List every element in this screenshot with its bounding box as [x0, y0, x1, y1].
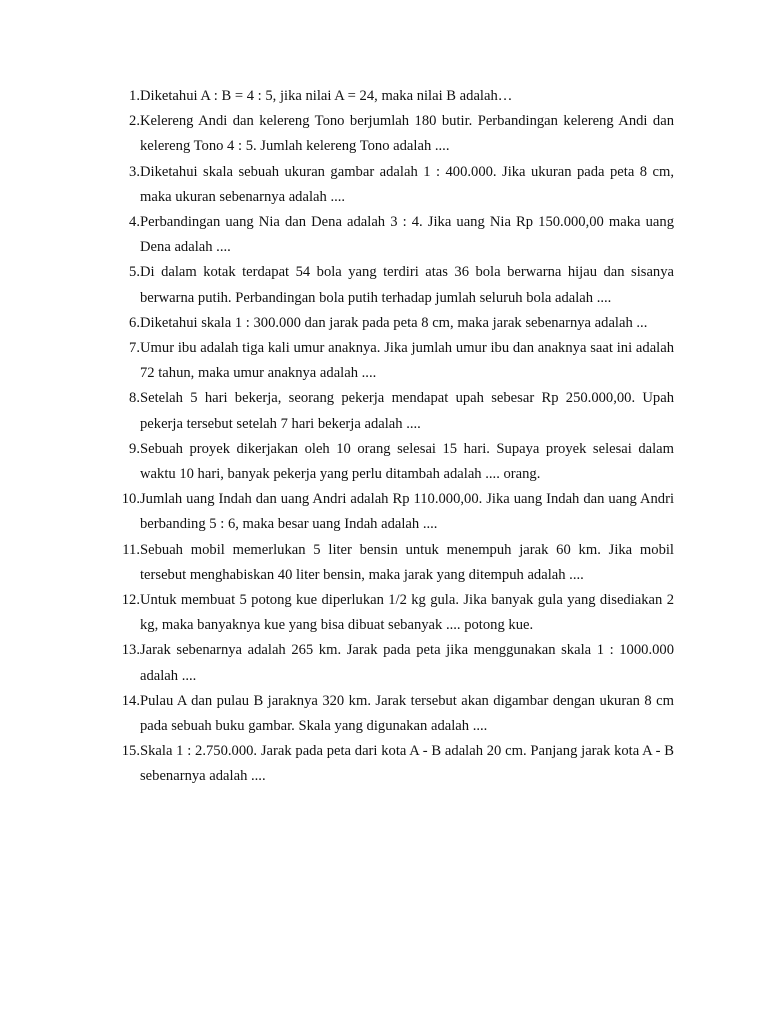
question-number-label: 15.	[121, 743, 140, 760]
question-number	[100, 739, 140, 764]
question-number-label: 2.	[129, 113, 140, 130]
question-number-label: 6.	[129, 314, 140, 331]
question-item	[100, 109, 674, 159]
question-number	[100, 386, 140, 411]
question-text: Skala 1 : 2.750.000. Jarak pada peta dari kota A - B adalah 20 cm. Panjang jarak kota A - B sebenarnya adalah ....	[140, 743, 674, 785]
question-text: Pulau A dan pulau B jaraknya 320 km. Jarak tersebut akan digambar dengan ukuran 8 cm pada sebuah buku gambar. Skala yang digunakan adalah ....	[140, 692, 674, 735]
question-text: Untuk membuat 5 potong kue diperlukan 1/2 kg gula. Jika banyak gula yang disediakan 2 kg, maka banyaknya kue yang bisa dibuat sebanyak .... potong kue.	[140, 592, 674, 634]
question-text: Umur ibu adalah tiga kali umur anaknya. Jika jumlah umur ibu dan anaknya saat ini adalah 72 tahun, maka umur anaknya adalah ....	[140, 340, 674, 382]
question-text: Jumlah uang Indah dan uang Andri adalah Rp 110.000,00. Jika uang Indah dan uang Andri berbanding 5 : 6, maka besar uang Indah adalah ....	[140, 491, 674, 533]
question-item	[100, 588, 674, 638]
question-number	[100, 336, 140, 361]
question-item	[100, 437, 674, 487]
question-number-label: 12.	[121, 592, 140, 609]
question-item	[100, 84, 674, 109]
question-item	[100, 336, 674, 386]
question-number	[100, 160, 140, 185]
question-number	[100, 311, 140, 336]
question-number	[100, 638, 140, 663]
question-text: Diketahui skala 1 : 300.000 dan jarak pada peta 8 cm, maka jarak sebenarnya adalah ...	[140, 314, 648, 331]
question-number	[100, 437, 140, 462]
question-item	[100, 210, 674, 260]
question-number-label: 1.	[129, 88, 140, 104]
question-item	[100, 638, 674, 688]
question-number	[100, 538, 140, 563]
question-number-label: 8.	[129, 390, 140, 407]
question-text: Jarak sebenarnya adalah 265 km. Jarak pada peta jika menggunakan skala 1 : 1000.000 adalah ....	[140, 642, 674, 684]
question-number	[100, 487, 140, 512]
question-number-label: 5.	[129, 264, 140, 281]
question-text: Diketahui A : B = 4 : 5, jika nilai A = 24, maka nilai B adalah…	[140, 88, 513, 104]
question-number-label: 10.	[121, 491, 140, 508]
question-number-label: 14.	[121, 692, 140, 709]
question-item	[100, 538, 674, 588]
question-item	[100, 260, 674, 310]
question-number	[100, 260, 140, 285]
question-text: Perbandingan uang Nia dan Dena adalah 3 : 4. Jika uang Nia Rp 150.000,00 maka uang Dena adalah ....	[140, 214, 674, 256]
question-item	[100, 311, 674, 336]
question-item	[100, 386, 674, 436]
question-number	[100, 210, 140, 235]
question-number-label: 11.	[122, 541, 140, 558]
question-text: Setelah 5 hari bekerja, seorang pekerja mendapat upah sebesar Rp 250.000,00. Upah pekerja tersebut setelah 7 hari bekerja adalah ....	[140, 390, 674, 432]
question-number-label: 3.	[129, 163, 140, 180]
question-item	[100, 689, 674, 739]
question-number-label: 13.	[121, 642, 140, 659]
question-text: Kelereng Andi dan kelereng Tono berjumlah 180 butir. Perbandingan kelereng Andi dan kelereng Tono 4 : 5. Jumlah kelereng Tono adalah ....	[140, 113, 674, 155]
question-number-label: 9.	[129, 440, 140, 457]
question-number	[100, 84, 140, 109]
question-text: Sebuah proyek dikerjakan oleh 10 orang selesai 15 hari. Supaya proyek selesai dalam waktu 10 hari, banyak pekerja yang perlu ditambah adalah .... orang.	[140, 440, 674, 483]
question-number-label: 4.	[129, 214, 140, 231]
question-number	[100, 588, 140, 613]
question-list	[100, 84, 674, 790]
question-text: Diketahui skala sebuah ukuran gambar adalah 1 : 400.000. Jika ukuran pada peta 8 cm, maka ukuran sebenarnya adalah ....	[140, 163, 674, 205]
question-number	[100, 109, 140, 134]
question-item	[100, 739, 674, 789]
question-item	[100, 160, 674, 210]
question-item	[100, 487, 674, 537]
question-number-label: 7.	[129, 340, 140, 357]
question-text: Sebuah mobil memerlukan 5 liter bensin untuk menempuh jarak 60 km. Jika mobil tersebut menghabiskan 40 liter bensin, maka jarak yang ditempuh adalah ....	[140, 541, 674, 583]
question-number	[100, 689, 140, 714]
question-text: Di dalam kotak terdapat 54 bola yang terdiri atas 36 bola berwarna hijau dan sisanya berwarna putih. Perbandingan bola putih terhadap jumlah seluruh bola adalah ....	[140, 264, 674, 306]
